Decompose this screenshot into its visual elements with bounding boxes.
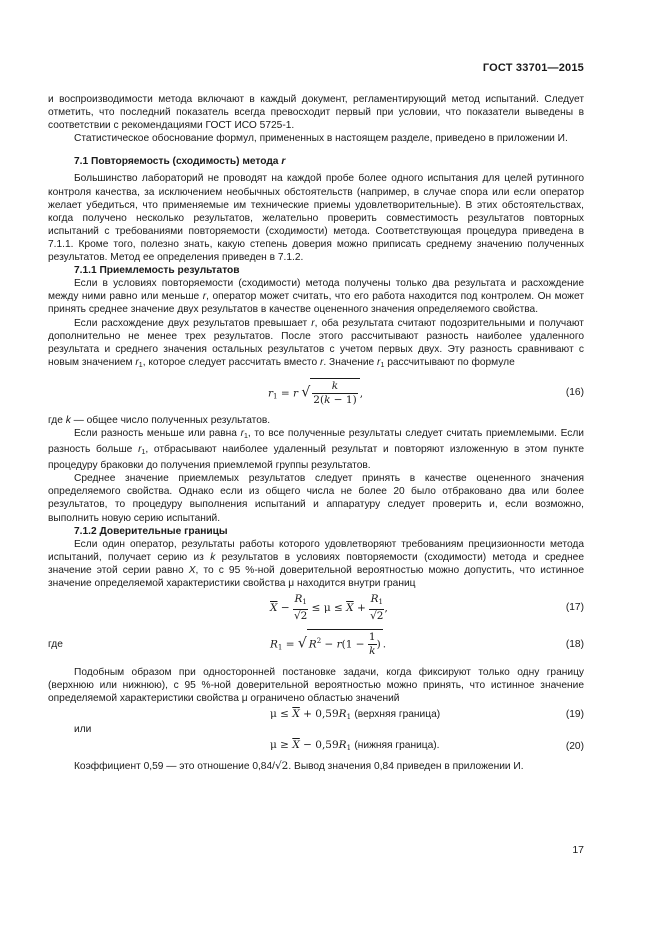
- or-label: или: [74, 724, 92, 736]
- formula-20-expression: $\mu \ge \overline{X} - 0,59R_1$ (нижняя граница).: [270, 739, 440, 753]
- formula-17-expression: $\overline{X}$ − $\frac{R_1}{√2}$ ≤ $\mu \le \overline{X}$ + $\frac{R_1}{√2}$ ,: [270, 593, 388, 623]
- paragraph: где k — общее число полученных результатов.: [48, 414, 271, 426]
- paragraph: Среднее значение приемлемых результатов следует принять в качестве оцененного значения определяемого свойства. Однако если из общего числа не более 20 было отбраковано два или более результатов, то процедуру выполнения испытаний и аппаратуру следует проверить и, если возможно, выполнить новую серию испытаний.: [48, 473, 584, 524]
- formula-19-expression: $\mu \le \overline{X} + 0,59R_1$ (верхняя граница): [270, 708, 441, 722]
- formula-19: [48, 705, 584, 723]
- paragraph: Статистическое обоснование формул, примененных в настоящем разделе, приведено в приложении И.: [74, 133, 568, 145]
- formula-16-expression: $r_1 = r$ √ $\frac{k}{2(k - 1)}$ ,: [268, 379, 364, 406]
- formula-18-expression: $R_1$ = √ $R^2 - r(1$ − $\frac{1}{k}$ ) .: [270, 631, 387, 658]
- formula-20: [48, 736, 584, 756]
- section-heading-7-1: 7.1 Повторяемость (сходимость) метода r: [74, 156, 286, 168]
- section-heading-7-1-2: 7.1.2 Доверительные границы: [74, 525, 228, 537]
- paragraph: Подобным образом при односторонней постановке задачи, когда фиксируют только одну границу (верхнюю или нижнюю), с 95 %-ной доверительной вероятностью можно принять, что истинное значение определяемой характеристики свойства μ ограничено областью значений: [48, 667, 584, 705]
- page-body: [48, 93, 584, 774]
- paragraph: Если один оператор, результаты работы которого удовлетворяют требованиям прецизионности метода испытаний, получает серию из k результатов в условиях повторяемости (сходимости) метода и среднее значение этой серии равно X, то с 95 %-ной доверительной вероятностью можно допустить, что истинное значение определяемой характеристики свойства μ находится внутри границ: [48, 538, 584, 589]
- formula-18: [48, 626, 584, 662]
- equation-number: (20): [565, 741, 584, 753]
- page-number: 17: [572, 844, 584, 856]
- equation-number: (17): [565, 602, 584, 614]
- formula-16: [48, 372, 584, 414]
- equation-number: (16): [565, 386, 584, 398]
- paragraph: Большинство лабораторий не проводят на каждой пробе более одного испытания для целей рутинного контроля качества, за исключением необычных обстоятельств (например, в случае спора или если оператор желает убедиться, что применяемые им технические приемы удовлетворительные). В этих обстоятельствах, когда получено несколько результатов, желательно проверить совместимость результатов повторных испытаний с требованиями повторяемости (сходимости) метода. Соответствующая процедура приведена в 7.1.1. Кроме того, полезно знать, какую степень доверия можно приписать среднему значению полученных результатов. Метод ее определения приведен в 7.1.2.: [48, 173, 584, 264]
- paragraph: Если разность меньше или равна $r_1$, то все полученные результаты следует считать приемлемыми. Если разность больше $r_1$, отбрасывают наиболее удаленный результат и повторяют изложенную в этом пункте процедуру браковки до получения приемлемой группы результатов.: [48, 427, 584, 472]
- equation-number: (19): [565, 709, 584, 721]
- page-header: ГОСТ 33701—2015: [482, 62, 584, 74]
- formula-17: [48, 590, 584, 626]
- paragraph: и воспроизводимости метода включают в каждый документ, регламентирующий метод испытаний. Следует отметить, что последний показатель всегда превосходит первый при условии, что показатели выведены в соответствии с рекомендациями ГОСТ ИСО 5725-1.: [48, 94, 584, 132]
- paragraph: Коэффициент 0,59 — это отношение 0,84/√2. Вывод значения 0,84 приведен в приложении И.: [74, 760, 524, 773]
- where-label: где: [48, 639, 63, 651]
- paragraph: Если в условиях повторяемости (сходимости) метода получены только два результата и расхождение между ними равно или меньше r, оператор может считать, что его работа находится под контролем. Он может принять среднее значение двух результатов в качестве оцененного значения определяемого свойства.: [48, 278, 584, 316]
- section-heading-7-1-1: 7.1.1 Приемлемость результатов: [74, 265, 240, 277]
- paragraph: Если расхождение двух результатов превышает r, оба результата считают подозрительными и получают дополнительно не менее трех результатов. После этого рассчитывают разность наиболее удаленного результата и среднего значения остальных результатов с учетом первых двух. Эту разность сравнивают с новым значением $r_1$, которое следует рассчитать вместо r. Значение $r_1$ рассчитывают по формуле: [48, 317, 584, 369]
- equation-number: (18): [565, 639, 584, 651]
